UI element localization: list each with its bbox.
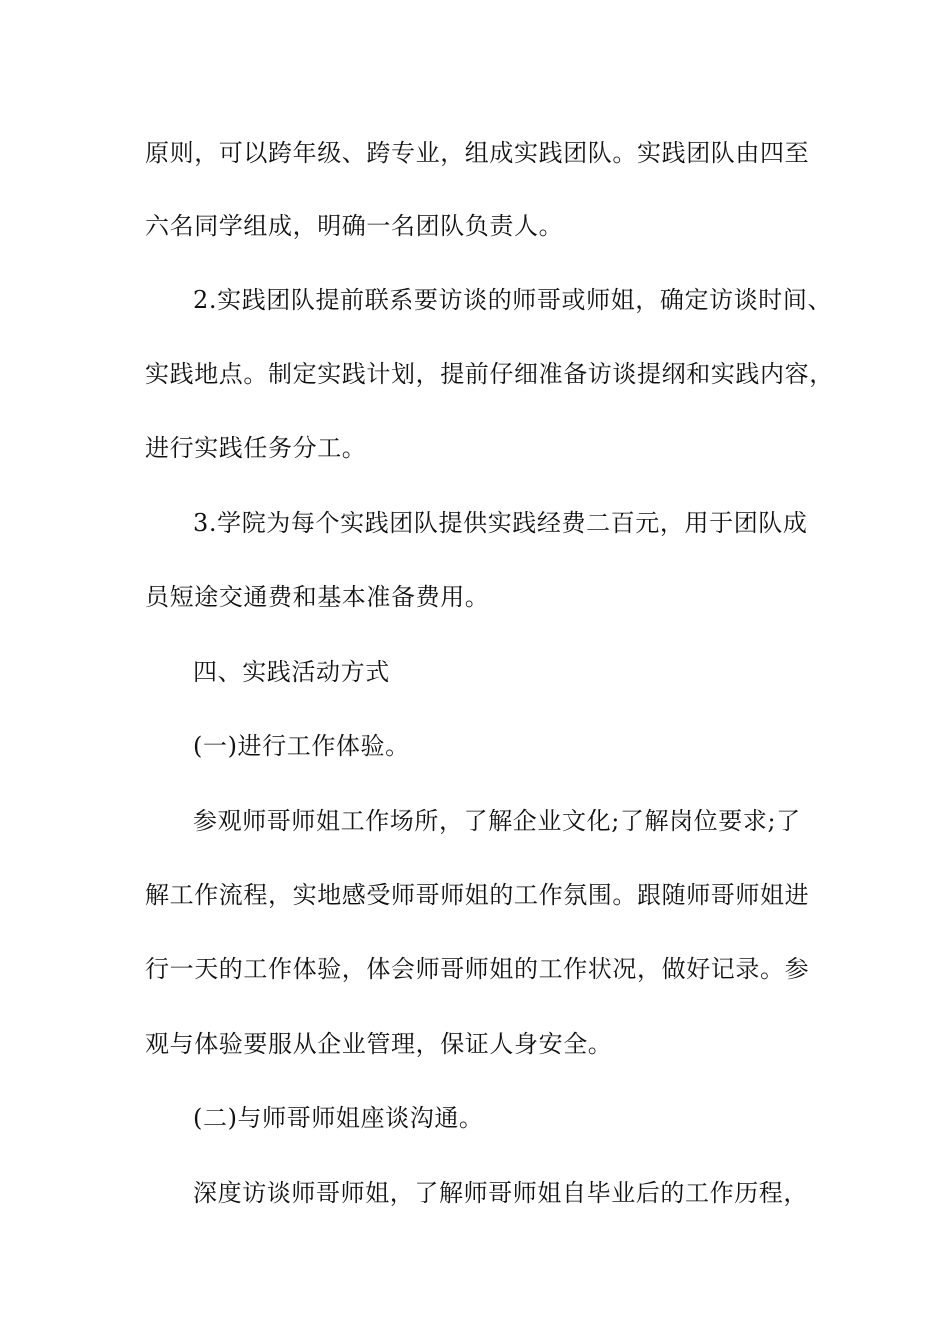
subsection-heading: (二)与师哥师姐座谈沟通。 [193, 1104, 484, 1132]
text-line: 深度访谈师哥师姐，了解师哥师姐自毕业后的工作历程， [193, 1179, 808, 1207]
text-line: 观与体验要服从企业管理，保证人身安全。 [145, 1030, 613, 1058]
text-line: 3.学院为每个实践团队提供实践经费二百元，用于团队成 [193, 509, 808, 537]
text-line: 原则，可以跨年级、跨专业，组成实践团队。实践团队由四至 [145, 139, 810, 167]
subsection-heading: (一)进行工作体验。 [193, 732, 410, 760]
text-line: 实践地点。制定实践计划，提前仔细准备访谈提纲和实践内容， [145, 360, 834, 388]
text-line: 参观师哥师姐工作场所，了解企业文化;了解岗位要求;了 [193, 807, 801, 835]
text-line: 员短途交通费和基本准备费用。 [145, 583, 490, 611]
text-line: 六名同学组成，明确一名团队负责人。 [145, 212, 564, 240]
text-line: 解工作流程，实地感受师哥师姐的工作氛围。跟随师哥师姐进 [145, 881, 810, 909]
text-line: 2.实践团队提前联系要访谈的师哥或师姐，确定访谈时间、 [193, 286, 833, 314]
section-heading: 四、实践活动方式 [193, 658, 390, 686]
text-line: 行一天的工作体验，体会师哥师姐的工作状况，做好记录。参 [145, 955, 810, 983]
text-line: 进行实践任务分工。 [145, 434, 367, 462]
